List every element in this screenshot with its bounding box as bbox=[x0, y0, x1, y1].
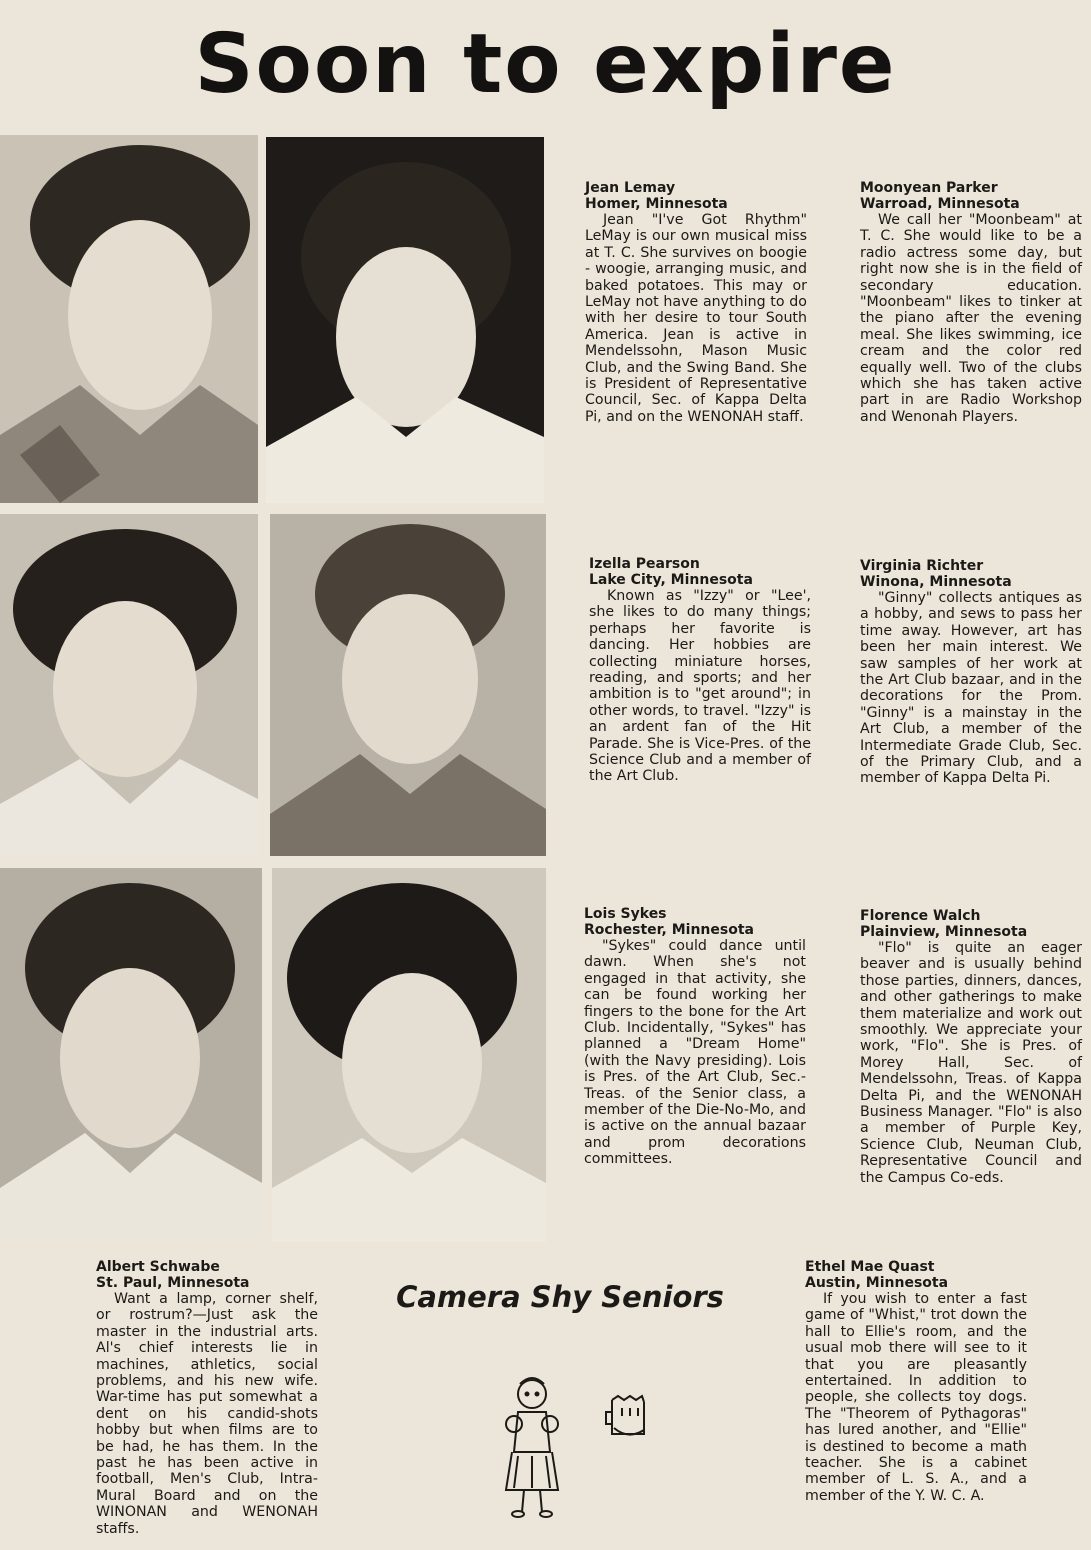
bio-albert-schwabe bbox=[96, 1259, 318, 1537]
bio-lois-sykes bbox=[584, 906, 806, 1168]
bio-jean-lemay bbox=[585, 180, 807, 425]
portrait-virginia-richter bbox=[270, 514, 546, 856]
senior-town: Homer, Minnesota bbox=[585, 196, 728, 212]
senior-town: Austin, Minnesota bbox=[805, 1275, 949, 1291]
senior-bio: Jean "I've Got Rhythm" LeMay is our own musical miss at T. C. She survives on boogie - woogie, arranging music, and baked potatoes. This may or LeMay not have anything to do with her desire to tour South America. Jean is active in Mendelssohn, Mason Music Club, and the Swing Band. She is President of Representative Council, Sec. of Kappa Delta Pi, and on the WENONAH staff. bbox=[585, 212, 807, 425]
senior-name: Florence Walch bbox=[860, 908, 981, 924]
bio-moonyean-parker bbox=[860, 180, 1082, 425]
bio-virginia-richter bbox=[860, 558, 1082, 787]
senior-town: St. Paul, Minnesota bbox=[96, 1275, 250, 1291]
senior-name: Moonyean Parker bbox=[860, 180, 998, 196]
senior-bio: Want a lamp, corner shelf, or rostrum?—Just ask the master in the industrial arts. Al's chief interests lie in machines, athletics, social problems, and his new wife. War-time has put somewhat a dent on his candid-shots hobby but when films are to be had, he has them. In the past he has been active in football, Men's Club, Intra-Mural Board and on the WINONAN and WENONAH staffs. bbox=[96, 1291, 318, 1537]
senior-bio: If you wish to enter a fast game of "Whist," trot down the hall to Ellie's room, and the usual mob there will see to it that you are pleasantly entertained. In addition to people, she collects toy dogs. The "Theorem of Pythagoras" has lured another, and "Ellie" is destined to become a math teacher. She is a cabinet member of L. S. A., and a member of the Y. W. C. A. bbox=[805, 1291, 1027, 1504]
page-title: Soon to expire bbox=[194, 17, 897, 112]
senior-town: Rochester, Minnesota bbox=[584, 922, 754, 938]
senior-name: Ethel Mae Quast bbox=[805, 1259, 935, 1275]
senior-town: Warroad, Minnesota bbox=[860, 196, 1020, 212]
senior-name: Izella Pearson bbox=[589, 556, 700, 572]
senior-name: Lois Sykes bbox=[584, 906, 667, 922]
camera-cartoon-icon bbox=[604, 1392, 648, 1442]
portrait-moonyean-parker bbox=[266, 137, 544, 503]
girl-cartoon-icon bbox=[498, 1372, 570, 1520]
portrait-jean-lemay bbox=[0, 135, 258, 503]
senior-bio: "Ginny" collects antiques as a hobby, and sews to pass her time away. However, art has been her main interest. We saw samples of her work at the Art Club bazaar, and in the decorations for the Prom. "Ginny" is a mainstay in the Art Club, a member of the Intermediate Grade Club, Sec. of the Primary Club, and a member of Kappa Delta Pi. bbox=[860, 590, 1082, 787]
camera-shy-heading: Camera Shy Seniors bbox=[396, 1280, 724, 1314]
senior-bio: Known as "Izzy" or "Lee', she likes to do many things; perhaps her favorite is dancing. Her hobbies are collecting miniature horses, reading, and sports; and her ambition is to "get around"; in other words, to travel. "Izzy" is an ardent fan of the Hit Parade. She is Vice-Pres. of the Science Club and a member of the Art Club. bbox=[589, 588, 811, 785]
senior-name: Virginia Richter bbox=[860, 558, 984, 574]
bio-izella-pearson bbox=[589, 556, 811, 785]
senior-bio: We call her "Moonbeam" at T. C. She would like to be a radio actress some day, but right now she is in the field of secondary education. "Moonbeam" likes to tinker at the piano after the evening meal. She likes swimming, ice cream and the color red equally well. Two of the clubs which she has taken active part in are Radio Workshop and Wenonah Players. bbox=[860, 212, 1082, 425]
senior-name: Albert Schwabe bbox=[96, 1259, 220, 1275]
senior-town: Winona, Minnesota bbox=[860, 574, 1012, 590]
senior-town: Lake City, Minnesota bbox=[589, 572, 753, 588]
portrait-izella-pearson bbox=[0, 514, 258, 856]
bio-ethel-mae-quast bbox=[805, 1259, 1027, 1504]
senior-name: Jean Lemay bbox=[585, 180, 676, 196]
senior-bio: "Flo" is quite an eager beaver and is usually behind those parties, dinners, dances, and other gatherings to make them materialize and work out smoothly. We appreciate your work, "Flo". She is Pres. of Morey Hall, Sec. of Mendelssohn, Treas. of Kappa Delta Pi, and the WENONAH Business Manager. "Flo" is also a member of Purple Key, Science Club, Neuman Club, Representative Council and the Campus Co-eds. bbox=[860, 940, 1082, 1186]
senior-town: Plainview, Minnesota bbox=[860, 924, 1028, 940]
bio-florence-walch bbox=[860, 908, 1082, 1186]
portrait-lois-sykes bbox=[0, 868, 262, 1242]
portrait-florence-walch bbox=[272, 868, 546, 1242]
senior-bio: "Sykes" could dance until dawn. When she's not engaged in that activity, she can be found working her fingers to the bone for the Art Club. Incidentally, "Sykes" has planned a "Dream Home" (with the Navy presiding). Lois is Pres. of the Art Club, Sec.-Treas. of the Senior class, a member of the Die-No-Mo, and is active on the annual bazaar and prom decorations committees. bbox=[584, 938, 806, 1168]
